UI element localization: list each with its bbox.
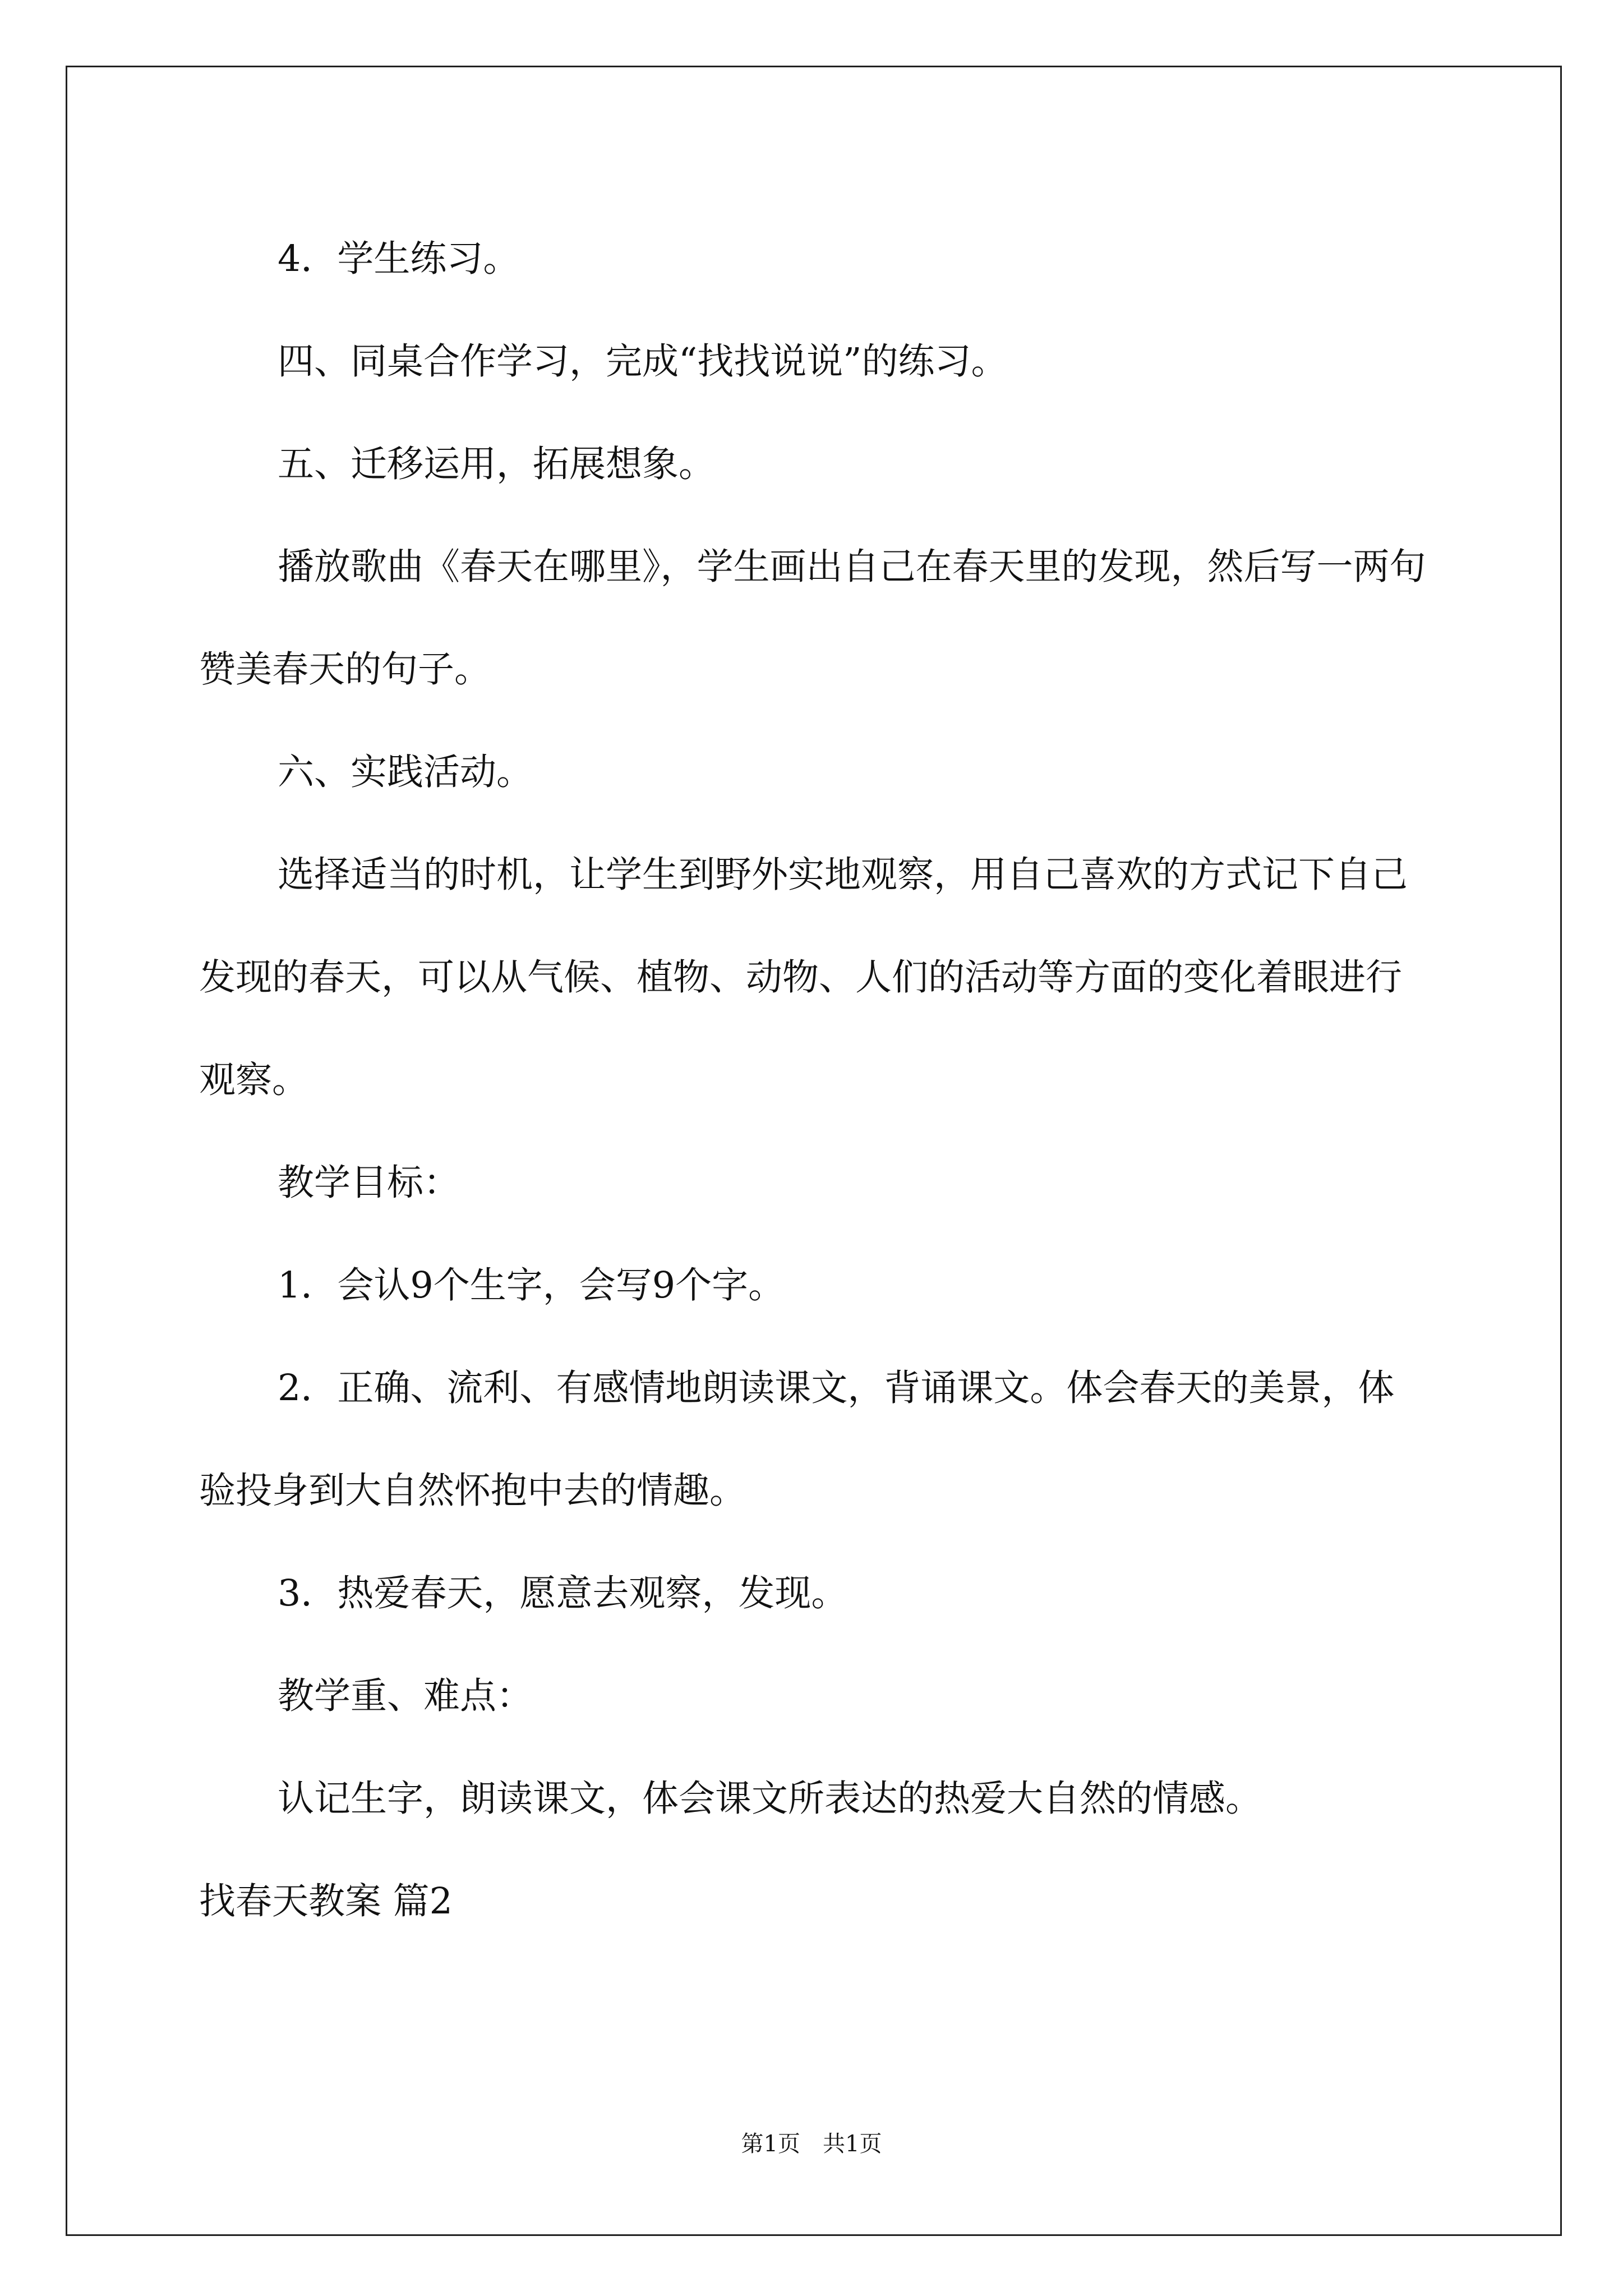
paragraph-transfer: 五、迁移运用，拓展想象。 bbox=[278, 443, 716, 485]
paragraph-observation: 选择适当的时机，让学生到野外实地观察，用自己喜欢的方式记下自己发现的春天，可以从气候、植物、动物、人们的活动等方面的变化着眼进行观察。 bbox=[199, 854, 1408, 1101]
paragraph-goal-2: 2．正确、流利、有感情地朗读课文，背诵课文。体会春天的美景，体验投身到大自然怀抱中去的情趣。 bbox=[199, 1367, 1395, 1512]
section-title: 找春天教案 篇2 bbox=[199, 1880, 453, 1922]
paragraph-practice: 4．学生练习。 bbox=[278, 238, 520, 280]
page-number: 第1页 bbox=[741, 2131, 800, 2157]
paragraph-activity-heading: 六、实践活动。 bbox=[278, 751, 533, 793]
paragraph-key-points-heading: 教学重、难点： bbox=[278, 1675, 533, 1717]
document-body bbox=[199, 208, 1427, 1953]
paragraph-goal-1: 1．会认9个生字，会写9个字。 bbox=[278, 1264, 785, 1306]
paragraph-goal-3: 3．热爱春天，愿意去观察，发现。 bbox=[278, 1572, 848, 1614]
paragraph-goals-heading: 教学目标： bbox=[278, 1162, 460, 1204]
paragraph-key-points: 认记生字，朗读课文，体会课文所表达的热爱大自然的情感。 bbox=[278, 1778, 1262, 1820]
page-footer bbox=[0, 2126, 1623, 2158]
paragraph-pair-study: 四、同桌合作学习，完成“找找说说”的练习。 bbox=[278, 341, 1008, 383]
paragraph-song: 播放歌曲《春天在哪里》，学生画出自己在春天里的发现，然后写一两句赞美春天的句子。 bbox=[199, 546, 1426, 691]
page-total: 共1页 bbox=[823, 2131, 882, 2157]
